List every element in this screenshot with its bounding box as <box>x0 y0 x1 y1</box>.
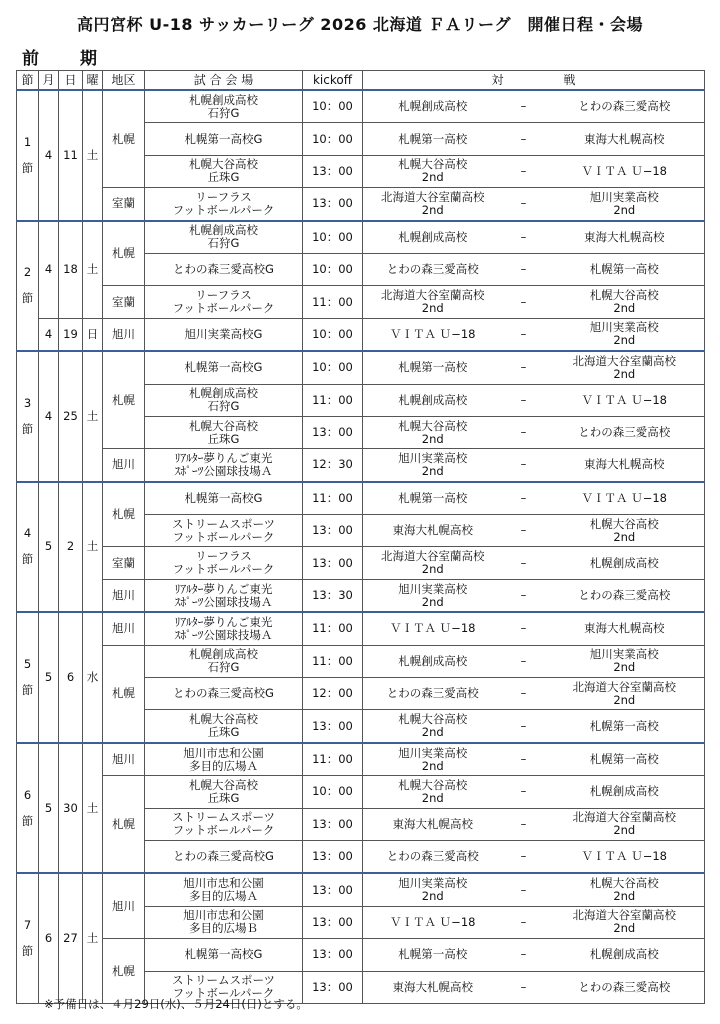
home-team: 札幌創成高校 <box>363 221 503 254</box>
venue-name: 札幌創成高校 石狩G <box>145 645 303 677</box>
home-team: 札幌創成高校 <box>363 90 503 123</box>
match-weekday: 土 <box>83 221 103 319</box>
venue-name: 旭川実業高校G <box>145 318 303 351</box>
versus-dash: – <box>503 612 545 645</box>
away-team: 札幌大谷高校 2nd <box>545 286 705 318</box>
away-team: とわの森三愛高校 <box>545 90 705 123</box>
region-name: 札幌 <box>103 645 145 743</box>
kickoff-time: 11：00 <box>303 384 363 416</box>
venue-name: 札幌創成高校 石狩G <box>145 90 303 123</box>
schedule-table <box>16 70 705 1004</box>
home-team: 札幌第一高校 <box>363 123 503 155</box>
versus-dash: – <box>503 221 545 254</box>
kickoff-time: 11：00 <box>303 645 363 677</box>
venue-name: 旭川市忠和公園 多目的広場Ａ <box>145 743 303 776</box>
venue-name: 札幌第一高校G <box>145 939 303 971</box>
venue-name: ストリームスポーツ フットボールパーク <box>145 808 303 840</box>
kickoff-time: 10：00 <box>303 123 363 155</box>
versus-dash: – <box>503 547 545 579</box>
versus-dash: – <box>503 840 545 873</box>
match-day: 27 <box>59 873 83 1003</box>
kickoff-time: 13：00 <box>303 416 363 448</box>
match-weekday: 水 <box>83 612 103 743</box>
away-team: 東海大札幌高校 <box>545 449 705 482</box>
reserve-day-note: ※予備日は、４月29日(水)、５月24日(日)とする。 <box>44 997 308 1011</box>
match-month: 5 <box>39 482 59 613</box>
match-weekday: 土 <box>83 743 103 874</box>
venue-name: 札幌第一高校G <box>145 123 303 155</box>
kickoff-time: 13：00 <box>303 710 363 743</box>
away-team: ＶＩＴＡ Ｕ−18 <box>545 384 705 416</box>
kickoff-time: 13：00 <box>303 971 363 1003</box>
venue-name: 札幌大谷高校 丘珠G <box>145 416 303 448</box>
venue-name: ﾘｱﾙﾀｰ夢りんご東光 ｽﾎﾟｰﾂ公園球技場Ａ <box>145 449 303 482</box>
versus-dash: – <box>503 90 545 123</box>
venue-name: リーフラス フットボールパーク <box>145 286 303 318</box>
away-team: ＶＩＴＡ Ｕ−18 <box>545 155 705 187</box>
home-team: 東海大札幌高校 <box>363 808 503 840</box>
match-row <box>17 351 705 384</box>
versus-dash: – <box>503 776 545 808</box>
home-team: 北海道大谷室蘭高校 2nd <box>363 547 503 579</box>
header-setsu: 節 <box>17 71 39 91</box>
match-row <box>17 221 705 254</box>
round-number: 6 節 <box>17 743 39 874</box>
match-row <box>17 579 705 612</box>
section-title: 前 期 <box>22 49 109 69</box>
kickoff-time: 13：00 <box>303 155 363 187</box>
match-weekday: 土 <box>83 873 103 1003</box>
venue-name: ストリームスポーツ フットボールパーク <box>145 515 303 547</box>
kickoff-time: 10：00 <box>303 253 363 285</box>
region-name: 札幌 <box>103 482 145 547</box>
kickoff-time: 10：00 <box>303 776 363 808</box>
kickoff-time: 10：00 <box>303 90 363 123</box>
match-day: 30 <box>59 743 83 874</box>
schedule-body <box>17 90 705 1003</box>
venue-name: 札幌大谷高校 丘珠G <box>145 776 303 808</box>
home-team: とわの森三愛高校 <box>363 840 503 873</box>
region-name: 旭川 <box>103 873 145 938</box>
kickoff-time: 12：30 <box>303 449 363 482</box>
kickoff-time: 13：00 <box>303 939 363 971</box>
away-team: とわの森三愛高校 <box>545 971 705 1003</box>
home-team: 札幌大谷高校 2nd <box>363 416 503 448</box>
versus-dash: – <box>503 416 545 448</box>
match-row <box>17 449 705 482</box>
venue-name: ﾘｱﾙﾀｰ夢りんご東光 ｽﾎﾟｰﾂ公園球技場Ａ <box>145 579 303 612</box>
away-team: 東海大札幌高校 <box>545 612 705 645</box>
away-team: 北海道大谷室蘭高校 2nd <box>545 678 705 710</box>
versus-dash: – <box>503 906 545 938</box>
versus-dash: – <box>503 515 545 547</box>
kickoff-time: 13：30 <box>303 579 363 612</box>
match-row <box>17 776 705 808</box>
match-day: 19 <box>59 318 83 351</box>
match-weekday: 土 <box>83 482 103 613</box>
versus-dash: – <box>503 645 545 677</box>
header-month: 月 <box>39 71 59 91</box>
versus-dash: – <box>503 482 545 515</box>
versus-dash: – <box>503 286 545 318</box>
match-row <box>17 939 705 971</box>
home-team: 札幌創成高校 <box>363 645 503 677</box>
kickoff-time: 13：00 <box>303 840 363 873</box>
venue-name: 札幌大谷高校 丘珠G <box>145 710 303 743</box>
kickoff-time: 13：00 <box>303 873 363 906</box>
match-month: 4 <box>39 351 59 482</box>
versus-dash: – <box>503 743 545 776</box>
region-name: 旭川 <box>103 318 145 351</box>
kickoff-time: 10：00 <box>303 221 363 254</box>
match-row <box>17 612 705 645</box>
away-team: 北海道大谷室蘭高校 2nd <box>545 808 705 840</box>
round-number: 7 節 <box>17 873 39 1003</box>
match-day: 18 <box>59 221 83 319</box>
region-name: 旭川 <box>103 449 145 482</box>
venue-name: とわの森三愛高校G <box>145 253 303 285</box>
match-month: 4 <box>39 90 59 221</box>
page-title: 高円宮杯 U-18 サッカーリーグ 2026 北海道 ＦＡリーグ 開催日程・会場 <box>77 15 643 34</box>
versus-dash: – <box>503 253 545 285</box>
match-day: 11 <box>59 90 83 221</box>
kickoff-time: 10：00 <box>303 351 363 384</box>
match-weekday: 日 <box>83 318 103 351</box>
away-team: とわの森三愛高校 <box>545 416 705 448</box>
venue-name: 札幌創成高校 石狩G <box>145 384 303 416</box>
versus-dash: – <box>503 155 545 187</box>
home-team: とわの森三愛高校 <box>363 253 503 285</box>
region-name: 札幌 <box>103 221 145 286</box>
away-team: 旭川実業高校 2nd <box>545 318 705 351</box>
region-name: 札幌 <box>103 90 145 188</box>
header-day: 日 <box>59 71 83 91</box>
venue-name: とわの森三愛高校G <box>145 678 303 710</box>
region-name: 札幌 <box>103 939 145 1004</box>
venue-name: ストリームスポーツ フットボールパーク <box>145 971 303 1003</box>
away-team: 札幌大谷高校 2nd <box>545 873 705 906</box>
kickoff-time: 12：00 <box>303 678 363 710</box>
versus-dash: – <box>503 939 545 971</box>
region-name: 札幌 <box>103 351 145 449</box>
kickoff-time: 13：00 <box>303 188 363 221</box>
venue-name: リーフラス フットボールパーク <box>145 188 303 221</box>
venue-name: 札幌第一高校G <box>145 482 303 515</box>
match-day: 6 <box>59 612 83 743</box>
round-number: 3 節 <box>17 351 39 482</box>
match-weekday: 土 <box>83 351 103 482</box>
home-team: 東海大札幌高校 <box>363 971 503 1003</box>
kickoff-time: 10：00 <box>303 318 363 351</box>
home-team: 北海道大谷室蘭高校 2nd <box>363 188 503 221</box>
venue-name: 旭川市忠和公園 多目的広場Ａ <box>145 873 303 906</box>
header-row <box>17 71 705 91</box>
away-team: 旭川実業高校 2nd <box>545 645 705 677</box>
match-day: 2 <box>59 482 83 613</box>
venue-name: 札幌第一高校G <box>145 351 303 384</box>
match-month: 5 <box>39 743 59 874</box>
header-region: 地区 <box>103 71 145 91</box>
kickoff-time: 13：00 <box>303 547 363 579</box>
home-team: とわの森三愛高校 <box>363 678 503 710</box>
versus-dash: – <box>503 123 545 155</box>
away-team: 北海道大谷室蘭高校 2nd <box>545 906 705 938</box>
venue-name: 旭川市忠和公園 多目的広場Ｂ <box>145 906 303 938</box>
match-row <box>17 482 705 515</box>
venue-name: 札幌創成高校 石狩G <box>145 221 303 254</box>
match-row <box>17 873 705 906</box>
venue-name: 札幌大谷高校 丘珠G <box>145 155 303 187</box>
match-day: 25 <box>59 351 83 482</box>
match-month: 4 <box>39 318 59 351</box>
match-month: 4 <box>39 221 59 319</box>
away-team: 札幌第一高校 <box>545 710 705 743</box>
kickoff-time: 11：00 <box>303 286 363 318</box>
home-team: ＶＩＴＡ Ｕ−18 <box>363 612 503 645</box>
versus-dash: – <box>503 384 545 416</box>
away-team: 札幌創成高校 <box>545 939 705 971</box>
match-month: 6 <box>39 873 59 1003</box>
round-number: 4 節 <box>17 482 39 613</box>
region-name: 室蘭 <box>103 286 145 318</box>
away-team: ＶＩＴＡ Ｕ−18 <box>545 840 705 873</box>
versus-dash: – <box>503 449 545 482</box>
away-team: 札幌第一高校 <box>545 253 705 285</box>
home-team: 札幌第一高校 <box>363 351 503 384</box>
round-number: 1 節 <box>17 90 39 221</box>
region-name: 旭川 <box>103 743 145 776</box>
home-team: 札幌大谷高校 2nd <box>363 776 503 808</box>
match-weekday: 土 <box>83 90 103 221</box>
home-team: 札幌第一高校 <box>363 482 503 515</box>
header-youbi: 曜 <box>83 71 103 91</box>
kickoff-time: 11：00 <box>303 482 363 515</box>
venue-name: とわの森三愛高校G <box>145 840 303 873</box>
match-row <box>17 645 705 677</box>
versus-dash: – <box>503 808 545 840</box>
versus-dash: – <box>503 318 545 351</box>
home-team: 東海大札幌高校 <box>363 515 503 547</box>
home-team: 旭川実業高校 2nd <box>363 873 503 906</box>
region-name: 旭川 <box>103 612 145 645</box>
versus-dash: – <box>503 971 545 1003</box>
away-team: 東海大札幌高校 <box>545 123 705 155</box>
round-number: 2 節 <box>17 221 39 352</box>
home-team: 札幌大谷高校 2nd <box>363 710 503 743</box>
away-team: とわの森三愛高校 <box>545 579 705 612</box>
region-name: 室蘭 <box>103 188 145 221</box>
kickoff-time: 13：00 <box>303 515 363 547</box>
kickoff-time: 13：00 <box>303 906 363 938</box>
match-row <box>17 547 705 579</box>
away-team: 北海道大谷室蘭高校 2nd <box>545 351 705 384</box>
versus-dash: – <box>503 873 545 906</box>
home-team: 旭川実業高校 2nd <box>363 579 503 612</box>
header-matchup: 対 戦 <box>363 71 705 91</box>
match-row <box>17 743 705 776</box>
away-team: 札幌創成高校 <box>545 776 705 808</box>
away-team: 東海大札幌高校 <box>545 221 705 254</box>
away-team: ＶＩＴＡ Ｕ−18 <box>545 482 705 515</box>
region-name: 室蘭 <box>103 547 145 579</box>
versus-dash: – <box>503 678 545 710</box>
kickoff-time: 13：00 <box>303 808 363 840</box>
away-team: 札幌創成高校 <box>545 547 705 579</box>
home-team: 札幌第一高校 <box>363 939 503 971</box>
kickoff-time: 11：00 <box>303 612 363 645</box>
home-team: ＶＩＴＡ Ｕ−18 <box>363 906 503 938</box>
versus-dash: – <box>503 351 545 384</box>
home-team: 旭川実業高校 2nd <box>363 743 503 776</box>
kickoff-time: 11：00 <box>303 743 363 776</box>
match-row <box>17 286 705 318</box>
home-team: 札幌大谷高校 2nd <box>363 155 503 187</box>
versus-dash: – <box>503 710 545 743</box>
header-kickoff: kickoff <box>303 71 363 91</box>
venue-name: リーフラス フットボールパーク <box>145 547 303 579</box>
versus-dash: – <box>503 188 545 221</box>
home-team: 旭川実業高校 2nd <box>363 449 503 482</box>
away-team: 札幌大谷高校 2nd <box>545 515 705 547</box>
header-venue: 試 合 会 場 <box>145 71 303 91</box>
home-team: ＶＩＴＡ Ｕ−18 <box>363 318 503 351</box>
region-name: 旭川 <box>103 579 145 612</box>
home-team: 札幌創成高校 <box>363 384 503 416</box>
away-team: 札幌第一高校 <box>545 743 705 776</box>
away-team: 旭川実業高校 2nd <box>545 188 705 221</box>
match-row <box>17 188 705 221</box>
match-row <box>17 318 705 351</box>
home-team: 北海道大谷室蘭高校 2nd <box>363 286 503 318</box>
versus-dash: – <box>503 579 545 612</box>
round-number: 5 節 <box>17 612 39 743</box>
region-name: 札幌 <box>103 776 145 874</box>
match-row <box>17 90 705 123</box>
venue-name: ﾘｱﾙﾀｰ夢りんご東光 ｽﾎﾟｰﾂ公園球技場Ａ <box>145 612 303 645</box>
match-month: 5 <box>39 612 59 743</box>
